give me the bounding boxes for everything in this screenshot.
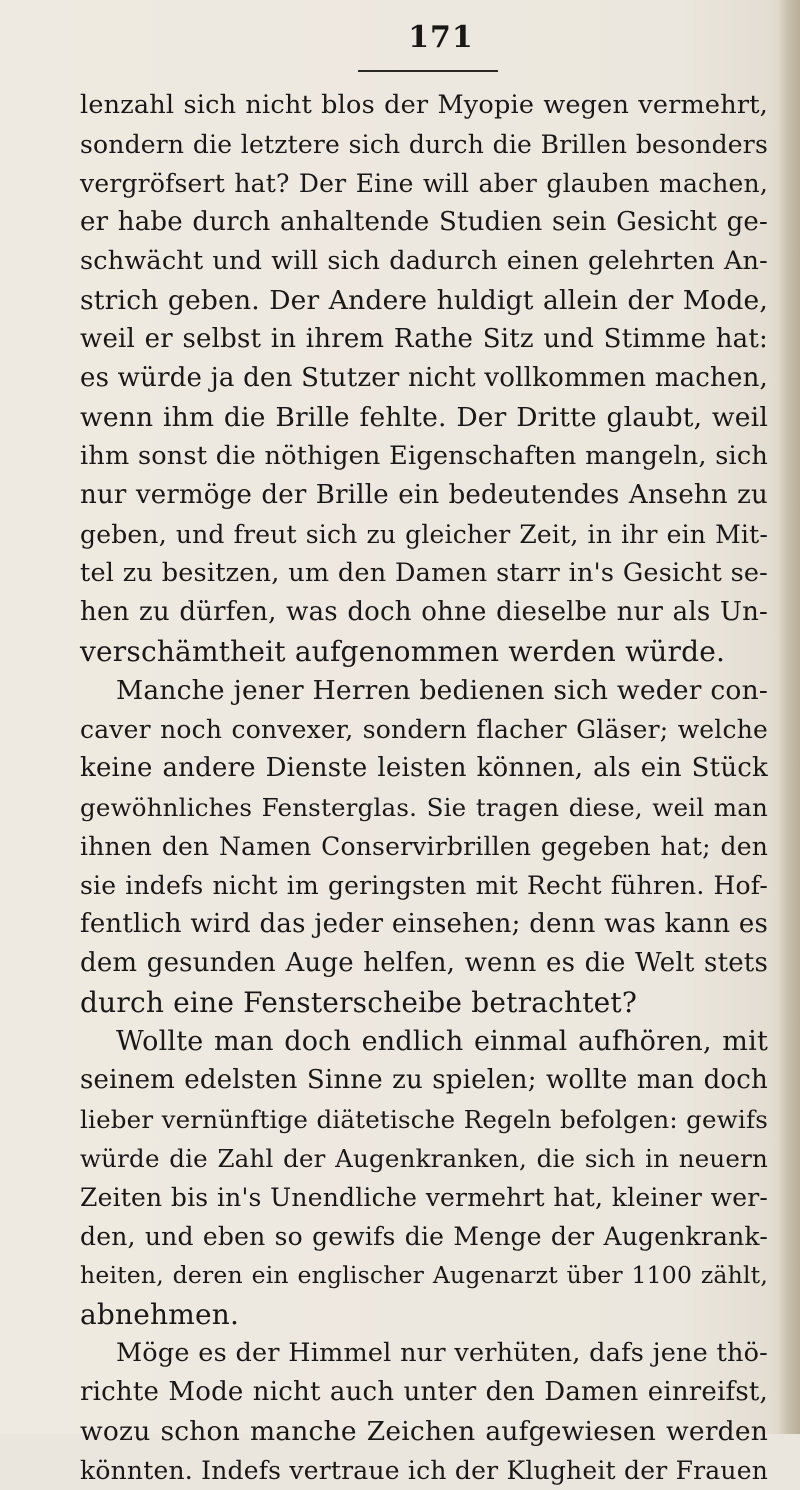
text-line: lenzahl sich nicht blos der Myopie wegen vermehrt, xyxy=(80,90,768,120)
text-line: nur vermöge der Brille ein bedeutendes Ansehn zu xyxy=(80,480,768,510)
text-line: wozu schon manche Zeichen aufgewiesen werden xyxy=(80,1416,768,1447)
text-line: Manche jener Herren bedienen sich weder con- xyxy=(116,675,768,706)
text-line: ihnen den Namen Conservirbrillen gegeben hat; den xyxy=(80,832,768,861)
text-line: dem gesunden Auge helfen, wenn es die Welt stets xyxy=(80,948,768,978)
page-gutter-shadow xyxy=(778,0,800,1434)
page-number: 171 xyxy=(408,20,474,55)
text-line: er habe durch anhaltende Studien sein Gesicht ge- xyxy=(80,207,768,237)
text-line: Möge es der Himmel nur verhüten, dafs jene thö- xyxy=(116,1338,768,1368)
text-line: schwächt und will sich dadurch einen gelehrten An- xyxy=(80,246,768,276)
text-line: es würde ja den Stutzer nicht vollkommen machen, xyxy=(80,363,768,393)
text-line: caver noch convexer, sondern flacher Gläser; welche xyxy=(80,715,768,744)
text-line: könnten. Indefs vertraue ich der Klugheit der Frauen xyxy=(80,1456,768,1485)
text-line: tel zu besitzen, um den Damen starr in's Gesicht se- xyxy=(80,558,768,588)
text-line: strich geben. Der Andere huldigt allein der Mode, xyxy=(80,285,768,316)
text-line: heiten, deren ein englischer Augenarzt über 1100 zählt, xyxy=(80,1261,768,1289)
text-line: keine andere Dienste leisten können, als ein Stück xyxy=(80,753,768,783)
text-line: Wollte man doch endlich einmal aufhören, mit xyxy=(116,1026,768,1057)
text-line: geben, und freut sich zu gleicher Zeit, in ihr ein Mit- xyxy=(80,520,768,549)
text-line: lieber vernünftige diätetische Regeln befolgen: gewifs xyxy=(80,1105,768,1134)
text-line: Zeiten bis in's Unendliche vermehrt hat, kleiner wer- xyxy=(80,1183,768,1212)
text-line: durch eine Fensterscheibe betrachtet? xyxy=(80,986,638,1019)
text-line: fentlich wird das jeder einsehen; denn was kann es xyxy=(80,909,768,939)
text-line: würde die Zahl der Augenkranken, die sich in neuern xyxy=(80,1144,768,1173)
text-line: verschämtheit aufgenommen werden würde. xyxy=(80,635,726,668)
body-text xyxy=(80,86,768,1490)
text-line: hen zu dürfen, was doch ohne dieselbe nur als Un- xyxy=(80,597,768,627)
text-line: ihm sonst die nöthigen Eigenschaften mangeln, sich xyxy=(80,441,768,471)
text-line: abnehmen. xyxy=(80,1298,240,1331)
text-line: gewöhnliches Fensterglas. Sie tragen diese, weil man xyxy=(80,793,768,822)
page-number-rule xyxy=(358,70,498,72)
text-line: richte Mode nicht auch unter den Damen einreifst, xyxy=(80,1377,768,1407)
text-line: wenn ihm die Brille fehlte. Der Dritte glaubt, weil xyxy=(80,402,768,433)
text-line: den, und eben so gewifs die Menge der Augenkrank- xyxy=(80,1222,768,1251)
text-line: sie indefs nicht im geringsten mit Recht führen. Hof- xyxy=(80,871,768,900)
text-line: vergröfsert hat? Der Eine will aber glauben machen, xyxy=(80,169,768,198)
text-line: sondern die letztere sich durch die Brillen besonders xyxy=(80,130,768,159)
text-line: seinem edelsten Sinne zu spielen; wollte man doch xyxy=(80,1065,768,1095)
text-line: weil er selbst in ihrem Rathe Sitz und Stimme hat: xyxy=(80,324,768,354)
